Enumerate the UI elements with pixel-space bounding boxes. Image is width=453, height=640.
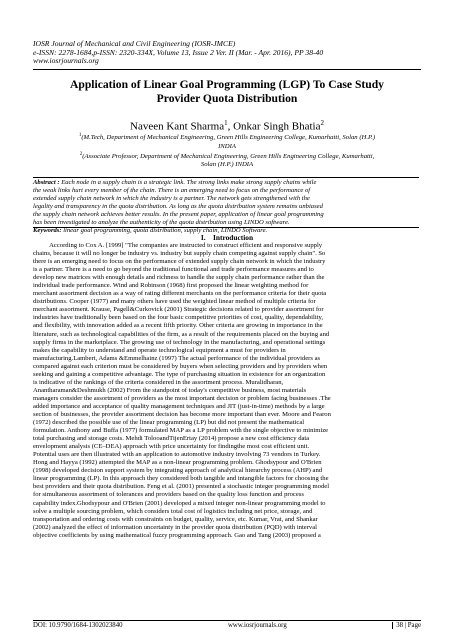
body-line: envelopment analysis (CE–DEA) approach with price uncertainty for findingthe most cost efficient unit. [33,443,310,451]
body-line: best providers and their quota distribution. Feng et al. (2001) presented a stochastic integer programming model [33,483,330,491]
body-line: solve a multiple sourcing problem, which considers total cost of logistics including net price, storage, and [33,507,313,515]
author-1-sup: 1 [224,119,228,127]
body-line: Anantharaman&Deshmukh (2002) From the standpoint of today's competitive business, most materials [33,386,307,394]
abstract-line: legality and transparency in the quota distribution. As long as the quota distribution system remains unbiased [33,203,323,211]
author-2: Onkar Singh Bhatia [233,120,321,133]
body-line: Hong and Hayya (1992) attempted the MAP as a non-linear programming problem. Ghodsypour and O'Brien [33,459,322,467]
body-line: (2002) analyzed the effect of information uncertainty in the provider quota distribution (PQD) with interval [33,523,317,531]
body-line: linear programming (LP). In this approach they considered both tangible and intangible factors for choosing the [33,475,329,483]
header-rule [33,69,421,70]
body-line: manufacturing.Lambert, Adams &Emmelhainz (1997) The actual performance of the individual providers as [33,354,321,362]
author-1: Naveen Kant Sharma [130,120,225,133]
body-line: is a partner. There is a need to go beyond the traditional functional and trade performance measures and to [33,266,314,274]
introduction-body [33,242,421,540]
affiliation-1-line-2: INDIA [218,142,236,150]
abstract-text: Each node in a supply chain is a strategic link. The strong links make strong supply chains while [59,179,317,186]
abstract-line [33,179,419,187]
affiliation-2-line-1: (Associate Professor, Department of Mechanical Engineering, Green Hills Engineering College, Kumarhatti, [82,153,375,161]
body-line: merchant assortment. Krause, Pagell&Curkovick (2001) Strategic decisions related to provider assortment for [33,306,324,314]
abstract-line: has been investigated to analyze the authenticity of the quota distribution using LINDO software. [33,219,290,227]
affiliation-2 [41,151,413,162]
body-line: for simultaneous assortment of tolerances and providers based on the quality loss function and process [33,491,304,499]
body-line: compared against each criterion must be considered by buyers when selecting providers and by providers when [33,362,328,370]
body-line: capability index.Ghodsypour and O'Brien (2001) developed a mixed integer non-linear programming model to [33,499,326,507]
body-line: makes the capability to understand and operate technological equipment a must for providers in [33,346,286,354]
abstract-line: extended supply chain network in which the industry is a partner. The network gets strengthened with the [33,195,310,203]
body-line: managers consider the assortment of providers as the most important decision or problem facing businesses .The [33,394,331,402]
abstract-line: the supply chain network achieves better results. In the present paper, application of linear goal programming [33,211,324,219]
affiliation-1-sup: 1 [78,133,82,138]
abstract-line: the weak links hurt every member of the chain. There is an emerging need to focus on the performance of [33,187,311,195]
body-line: distributions. Cooper (1977) and many others have used the weighted linear method of multiple criteria for [33,298,316,306]
journal-website: www.iosrjournals.org [33,56,99,66]
body-line: and flexibility, with innovation added as a recent fifth priority. Other criteria are growing in importance in the [33,322,323,330]
author-separator: , [227,120,234,133]
affiliation-1-line-1: (M.Tech, Department of Mechanical Engineering, Green Hills Engineering College, Kumarhatti, Solan (H.P.) [81,134,376,142]
journal-issn: e-ISSN: 2278-1684,p-ISSN: 2320-334X, Volume 13, Issue 2 Ver. II (Mar. - Apr. 2016), PP 38-40 [33,47,324,57]
body-line: there is an emerging need to focus on the performance of extended supply chain network in which the industry [33,258,326,266]
keywords-text: linear goal programming, quota distribution, supply chain, LINDO Software. [61,227,268,235]
section-number: I. [200,233,206,242]
body-line: Potential uses are then illustrated with an application to automotive industry involving 73 vendors in Turkey. [33,451,321,459]
body-line: transportation and ordering costs with constraints on budget, quality, service, etc. Kumar, Vrat, and Shankar [33,515,318,523]
body-line: seeking and gaining a competitive advantage. The type of purchasing situation in existence for an organization [33,370,326,378]
keywords-label: Keywords: [33,227,62,235]
affiliation-1 [41,132,413,143]
body-line: objective coefficients by using mathematical fuzzy programming approach. Gao and Tang (2003) proposed a [33,531,321,539]
body-line: literature, such as technological capabilities of the firm, as a result of the requirements placed on the buying and [33,330,330,338]
body-line: According to Cox A. [1999] "The companies are instructed to construct efficient and responsive supply [33,242,323,249]
footer-rule [33,620,421,621]
section-title: Introduction [213,233,254,242]
footer-site: www.iosrjournals.org [228,622,287,629]
body-line: total purchasing and storage costs. Mehdi TolooandTijenErtay (2014) propose a new cost efficiency data [33,435,310,443]
body-line: (1998) developed decision support system by integrating approach of analytical hierarchy process (AHP) and [33,467,323,475]
page-footer [33,622,421,629]
paper-page [33,0,421,640]
paper-title-line-1: Application of Linear Goal Programming (LGP) To Case Study [70,78,384,91]
body-line: (1972) described the possible use of the linear programming (LP) but did not present the mathematical [33,419,305,427]
affiliations [41,132,413,170]
journal-name: IOSR Journal of Mechanical and Civil Engineering (IOSR-JMCE) [33,39,236,48]
body-line: merchant assortment decision as a way of rating different merchants on the performance criteria for their quota [33,290,327,298]
body-line: formulation. Anthony and Buffa (1977) formulated MAP as a LP problem with the single objective to minimize [33,427,329,435]
body-line: industries have traditionally been based on the four basic competitive priorities of cost, quality, dependability, [33,314,324,322]
body-line: develop new matrices with enough details and richness to handle the supply chain performance rather than the [33,274,325,282]
section-heading [33,233,421,242]
body-line: individual trade performance. Wind and Robinson (1968) first proposed the linear weighting method for [33,282,309,290]
body-line: chains, because it will no longer be industry vs. industry but supply chain competing against supply chain". So [33,250,326,258]
body-line: section of businesses, the provider assortment decision has become more important than ever. Moore and Fearon [33,410,331,418]
abstract-box [33,177,419,235]
body-line: is indicative of the rankings of the criteria considered in the assortment process. Muralidharan, [33,378,284,386]
footer-page-number: 38 | Page [392,622,421,629]
paper-title [33,78,421,105]
footer-doi: DOI: 10.9790/1684-1302023840 [33,622,123,629]
journal-header [33,40,421,66]
body-line: supply firms in the marketplace. The growing use of technology in the manufacturing, and operational settings [33,338,326,346]
affiliation-2-sup: 2 [79,151,83,157]
affiliation-2-line-2: Solan (H.P.) INDIA [200,161,254,169]
paper-title-line-2: Provider Quota Distribution [156,91,298,105]
body-line: added importance and acceptance of quality management techniques and JIT (just-in-time) methods by a large [33,402,325,410]
abstract-label: Abstract : [33,179,60,186]
author-2-sup: 2 [320,119,324,127]
